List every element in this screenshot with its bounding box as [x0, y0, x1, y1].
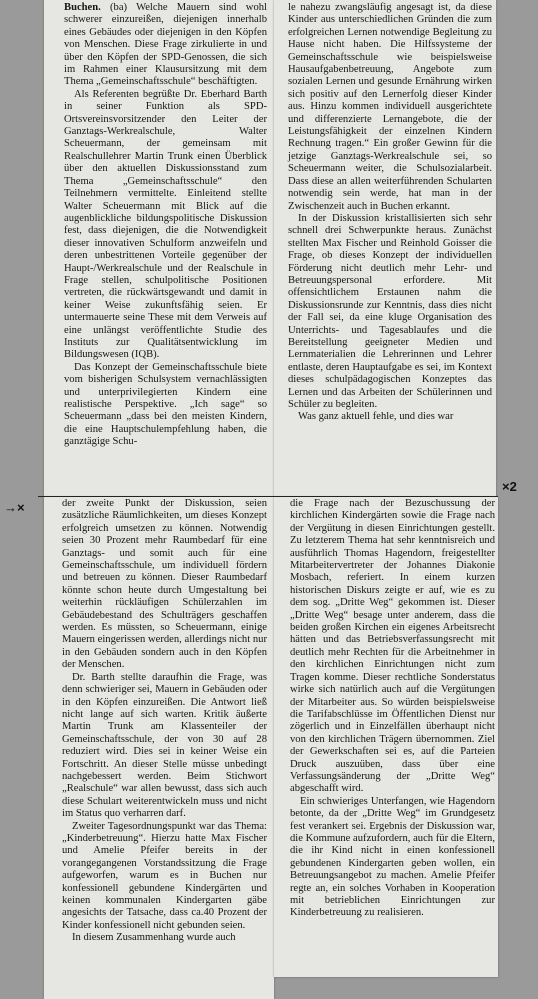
clip-column-2-top [274, 0, 496, 500]
article-paragraph [62, 498, 267, 672]
article-paragraph [64, 89, 267, 362]
article-column [62, 498, 267, 945]
cut-line [38, 496, 498, 497]
article-column [290, 498, 495, 920]
article-paragraph [290, 796, 495, 920]
article-paragraph [64, 362, 267, 449]
paragraph-text: Was ganz aktuell fehle, und dies war [298, 411, 454, 423]
clip-column-1-bottom [44, 497, 274, 999]
paragraph-text: Ein schwieriges Unterfangen, wie Hagendorn betonte, da der „Dritte Weg“ im Grundgesetz fest verankert sei. Ergebnis der Diskussion war, die Kommune aufzufordern, auch für die Eltern, die ihr Kind nicht in einen konfessionell gebundenen Kindergarten geben wollen, ein Betreuungsangebot zu machen. Amelie Pfeifer regte an, ein solches Vorhaben in Kooperation mit betrieblichen Einrichtungen zur Kinderbetreuung zu realisieren. [290, 795, 495, 919]
handwritten-mark-mid-left: →× [4, 500, 25, 515]
article-column [64, 2, 267, 449]
article-paragraph [288, 2, 492, 213]
article-paragraph [290, 498, 495, 796]
paragraph-text: der zweite Punkt der Diskussion, seien zusätzliche Räumlichkeiten, um dieses Konzept erfolgreich umsetzen zu können. Notwendig seien 30 Prozent mehr Raumbedarf für eine Ganztags- und somit auch für eine Gemeinschaftsschule, um individuell fördern und betreuen zu können. Dieser Raumbedarf könnte schon heute durch Umgestaltung bei weiterhin rückläufigen Schülerzahlen im Gebäudebestand des Schulträgers geschaffen werden. Es müssten, so Scheuermann, einige Mauern eingerissen werden, allerdings nicht nur in den Gebäuden sondern auch in den Köpfen der Menschen. [62, 498, 267, 671]
dateline: Buchen. [64, 2, 101, 13]
clip-column-1-top [44, 0, 274, 497]
article-paragraph [288, 213, 492, 412]
article-paragraph [62, 932, 267, 944]
article-paragraph [288, 411, 492, 423]
paragraph-text: le nahezu zwangsläufig angesagt ist, da diese Kinder aus unterschiedlichen Gründen die zum erfolgreichen Lernen notwendige Begleitung zu Hause nicht haben. Die Hilfssysteme der Gemeinschaftsschule wie beispielsweise Hausaufgabenbetreuung, Angebote zum sozialen Lernen und gesunde Ernährung wirken sich positiv auf den Lernerfolg dieser Kinder aus. Hinzu kommen individuell ausgerichtete und differenzierte Lernangebote, die der Leistungsfähigkeit der einzelnen Kindern Rechnung tragen.“ Ein großer Gewinn für die jetzige Ganztags-Werkrealschule sei, so Scheuermann weiter, die Schulsozialarbeit. Dass diese an allen weiterführenden Schularten notwendig sein werde, hat man in der Zwischenzeit auch in Buchen erkannt. [288, 2, 492, 212]
paragraph-text: Zweiter Tagesordnungspunkt war das Thema: „Kinderbetreuung“. Hierzu hatte Max Fischer und Amelie Pfeifer bereits in der vorangegangenen Vorstandssitzung die Frage aufgeworfen, warum es in Buchen nur konfessionell gebundene Kindergärten und keinen kommunalen Kindergarten gäbe angesichts der Tatsache, dass ca.40 Prozent der Kinder konfessionell nicht gebunden seien. [62, 820, 267, 931]
handwritten-mark-top-right: ×2 [502, 479, 517, 494]
paragraph-text: In diesem Zusammenhang wurde auch [72, 932, 236, 944]
article-paragraph [62, 821, 267, 933]
article-paragraph [62, 672, 267, 821]
paragraph-text: Das Konzept der Gemeinschaftsschule biete vom bisherigen Schulsystem vernachlässigten und unterprivilegierten Kindern eine realistische Perspektive. „Ich sage“ so Scheuermann „dass bei den meisten Kindern, die eine Hauptschulempfehlung haben, die ganztägige Schu- [64, 361, 267, 448]
paragraph-text: (ba) Welche Mauern sind wohl schwerer einzureißen, diejenigen innerhalb eines Gebäudes oder diejenigen in den Köpfen von Menschen. Diese Frage zirkulierte in und über den Köpfen der SPD-Genossen, die sich im Rahmen einer Klausursitzung mit dem Thema „Gemeinschaftsschule“ beschäftigten. [64, 2, 267, 88]
paragraph-text: Als Referenten begrüßte Dr. Eberhard Barth in seiner Funktion als SPD-Ortsvereinsvorsitzender den Leiter der Ganztags-Werkrealschule, Walter Scheuermann, der gemeinsam mit Realschullehrer Martin Trunk einen Überblick über den aktuellen Diskussionsstand zum Thema „Gemeinschaftsschule“ den Teilnehmern vermittelte. Einleitend stellte Walter Scheuermann mit Blick auf die augenblickliche bildungspolitische Diskussion fest, dass diejenigen, die die Notwendigkeit dieser innovativen Schulform anzweifeln und deren unbestrittenen Vorteile gegenüber der Haupt-/Werkrealschule und der Realschule in Frage stellen, schulpolitische Positionen vertreten, die rückwärtsgewandt und damit in keiner Weise zukunftsfähig seien. Er untermauerte seine These mit dem Verweis auf eine unlängst veröffentlichte Studie des Instituts zur Qualitätsentwicklung im Bildungswesen (IQB). [64, 88, 267, 361]
clip-column-2-bottom [274, 497, 498, 977]
article-paragraph [64, 2, 267, 89]
paragraph-text: die Frage nach der Bezuschussung der kirchlichen Kindergärten sowie die Frage nach der Vergütung in diesen Einrichtungen gestellt. Zu letzterem Thema hat sehr kenntnisreich und ausführlich Thomas Hagendorn, freigestellter Mitarbeitervertreter der Johannes Diakonie Mosbach, referiert. In einem kurzen historischen Diskurs zeigte er auf, wie es zu dem sog. „Dritte Weg“ gekommen ist. Dieser „Dritte Weg“ besage unter anderem, dass die beiden großen Kirchen ein eigenes Arbeitsrecht hätten und das Betriebsverfassungsrecht mit deutlich mehr Rechten für die Arbeitnehmer in den kirchlichen Einrichtungen nicht zum Tragen komme. Dieser rechtliche Sonderstatus wirke sich natürlich auch auf die Vergütungen der Mitarbeiter aus. So würden beispielsweise die Tarifabschlüsse im Öffentlichen Dienst nur zögerlich und in Einzelfällen überhaupt nicht von den kirchlichen Trägern übernommen. Ziel der Gewerkschaften sei es, auf die Parteien Druck auszuüben, dass über eine Verfassungsänderung der „Dritte Weg“ abgeschafft wird. [290, 498, 495, 795]
paragraph-text: Dr. Barth stellte daraufhin die Frage, was denn schwieriger sei, Mauern in Gebäuden oder in den Köpfen einzureißen. Die Antwort ließ nicht lange auf sich warten. Kritik äußerte Martin Trunk am Klassenteiler der Gemeinschaftsschule, der von 30 auf 28 reduziert wird. Dies sei in keiner Weise ein Fortschritt. An dieser Stelle müsse unbedingt nachgebessert werden. Beim Stichwort „Realschule“ war allen bewusst, dass sich auch diese Schulart weiterentwickeln muss und nicht im Status quo verharren darf. [62, 671, 267, 820]
article-column [288, 2, 492, 424]
paragraph-text: In der Diskussion kristallisierten sich sehr schnell drei Schwerpunkte heraus. Zunächst stellten Max Fischer und Reinhold Goisser die Frage, ob dieses Konzept der individuellen Förderung nicht deutlich mehr Lehr- und Betreuungspersonal erfordere. Mit offensichtlichem Erstaunen nahm die Diskussionsrunde zur Kenntnis, dass dies nicht der Fall sei, da eine kluge Organisation des Unterrichts- und Tagesablaufes und die Bereitstellung geeigneter Medien und Lernmaterialien die Lehrerinnen und Lehrer entlaste, deren Hauptaufgabe es sei, im Kontext dieses schulpädagogischen Konzeptes das Lernen und das Arbeiten der Schülerinnen und Schüler zu begleiten. [288, 212, 492, 410]
